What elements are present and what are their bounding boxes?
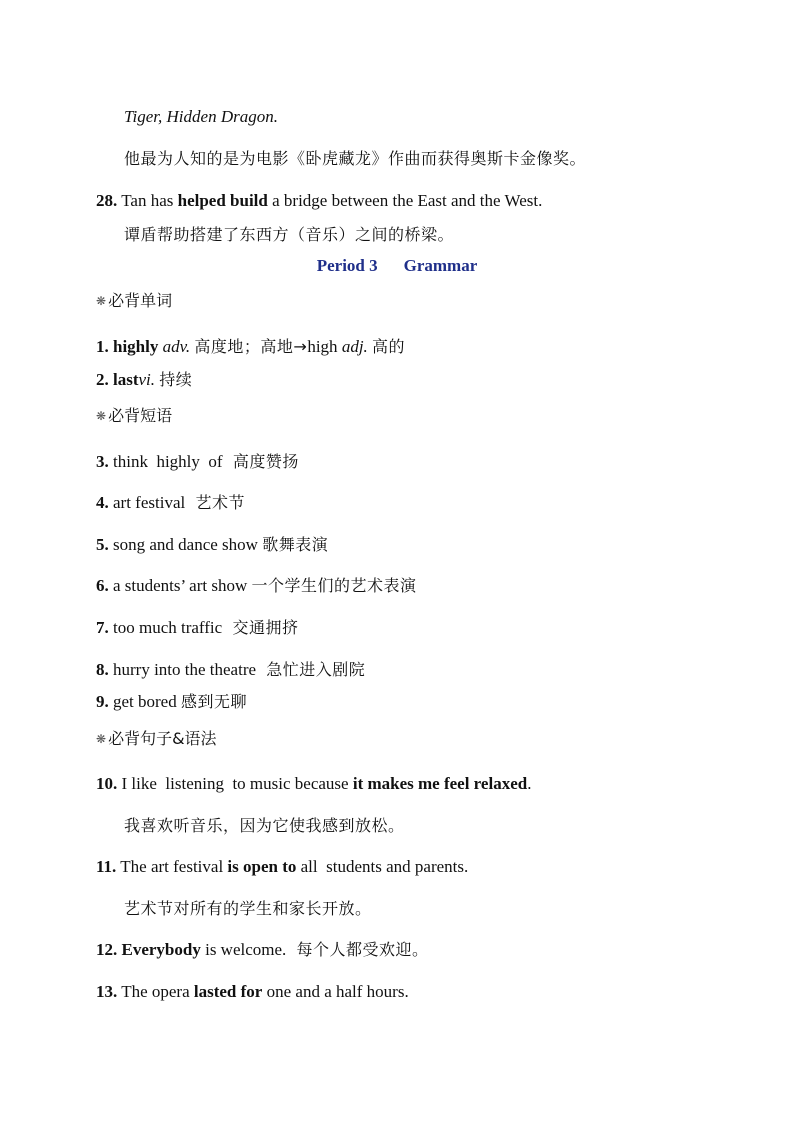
flower-bullet-icon: ❋: [96, 409, 107, 423]
flower-bullet-icon: ❋: [96, 294, 107, 308]
movie-title-tail: Tiger, Hidden Dragon.: [124, 107, 278, 126]
translation-10: 我喜欢听音乐，因为它使我感到放松。: [124, 816, 405, 835]
translation-28: 谭盾帮助搭建了东西方（音乐）之间的桥梁。: [124, 225, 455, 244]
section-words-heading: ❋ 必背单词: [96, 291, 173, 310]
phrase-item-8: 8. hurry into the theatre 急忙进入剧院: [96, 660, 366, 679]
section-sentences-heading: ❋ 必背句子&语法: [96, 729, 217, 748]
sentence-28: 28. Tan has helped build a bridge between the East and the West.: [96, 191, 543, 210]
word-item-2: 2. lastvi. 持续: [96, 370, 193, 389]
section-phrases-heading: ❋ 必背短语: [96, 406, 173, 425]
sentence-13: 13. The opera lasted for one and a half hours.: [96, 982, 409, 1001]
phrase-item-6: 6. a students’ art show 一个学生们的艺术表演: [96, 576, 417, 595]
translation-27: 他最为人知的是为电影《卧虎藏龙》作曲而获得奥斯卡金像奖。: [124, 149, 587, 168]
phrase-item-5: 5. song and dance show 歌舞表演: [96, 535, 329, 554]
sentence-12: 12. Everybody is welcome. 每个人都受欢迎。: [96, 940, 429, 959]
translation-11: 艺术节对所有的学生和家长开放。: [124, 899, 372, 918]
sentence-10: 10. I like listening to music because it makes me feel relaxed.: [96, 774, 532, 793]
period-heading: Period 3 Grammar: [316, 256, 478, 275]
phrase-item-3: 3. think highly of 高度赞扬: [96, 452, 299, 471]
word-item-1: 1. highly adv. 高度地；高地→high adj. 高的: [96, 337, 406, 356]
phrase-item-7: 7. too much traffic 交通拥挤: [96, 618, 299, 637]
sentence-11: 11. The art festival is open to all students and parents.: [96, 857, 469, 876]
flower-bullet-icon: ❋: [96, 732, 107, 746]
phrase-item-4: 4. art festival 艺术节: [96, 493, 245, 512]
phrase-item-9: 9. get bored 感到无聊: [96, 692, 247, 711]
